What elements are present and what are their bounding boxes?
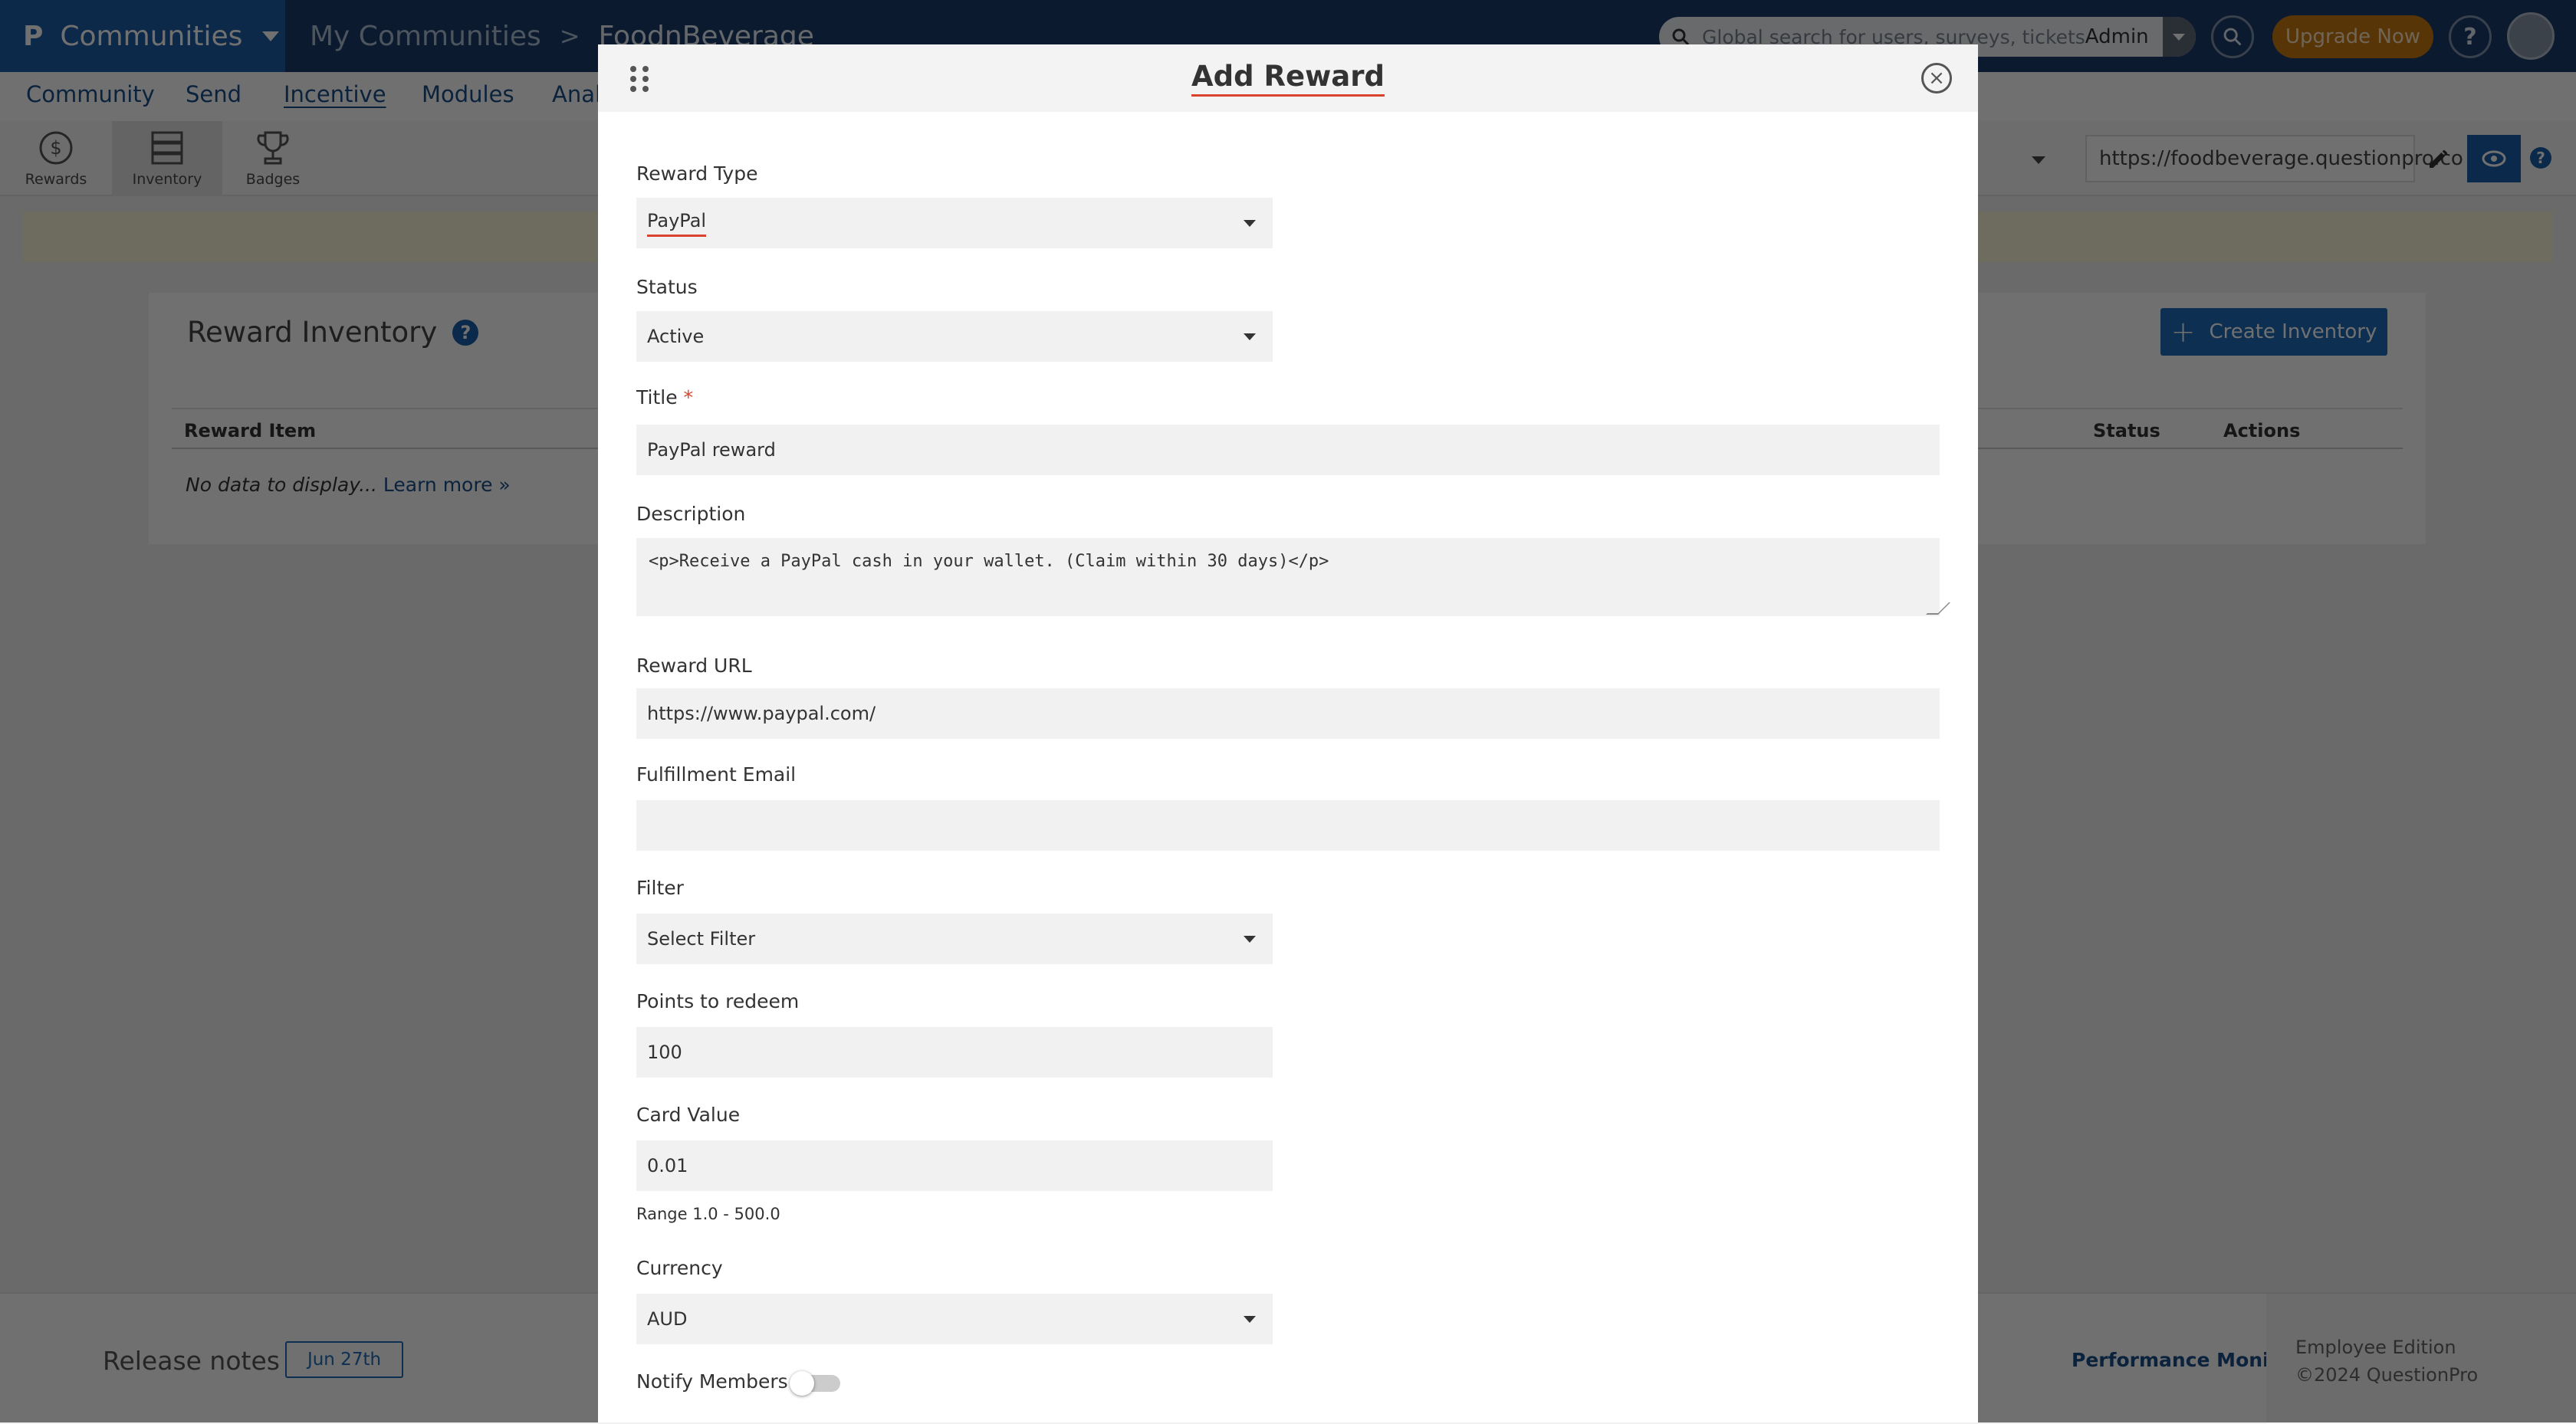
currency-select[interactable] — [636, 1294, 1273, 1344]
fulfillment-email-input[interactable] — [636, 800, 1940, 851]
add-reward-dialog — [598, 44, 1978, 1422]
description-value: <p>Receive a PayPal cash in your wallet. (Claim within 30 days)</p> — [649, 552, 1329, 571]
card-value-input[interactable]: 0.01 — [636, 1140, 1273, 1191]
title-label — [636, 386, 693, 408]
toggle-knob — [790, 1371, 814, 1396]
dialog-title-text: Add Reward — [1191, 60, 1385, 97]
title-label-text: Title — [636, 386, 678, 408]
filter-value: Select Filter — [647, 928, 756, 950]
description-label: Description — [636, 503, 746, 525]
card-value-range: Range 1.0 - 500.0 — [636, 1205, 780, 1223]
currency-label: Currency — [636, 1257, 723, 1279]
currency-value: AUD — [647, 1308, 688, 1330]
status-select[interactable] — [636, 311, 1273, 362]
dialog-title — [598, 60, 1978, 93]
description-textarea[interactable] — [636, 538, 1940, 616]
points-input[interactable]: 100 — [636, 1027, 1273, 1078]
reward-type-value: PayPal — [647, 210, 706, 237]
status-label: Status — [636, 276, 698, 298]
status-value: Active — [647, 326, 705, 347]
points-label: Points to redeem — [636, 990, 800, 1012]
required-mark: * — [683, 386, 694, 408]
title-input[interactable]: PayPal reward — [636, 425, 1940, 475]
notify-members-toggle[interactable] — [793, 1375, 840, 1392]
reward-url-input[interactable]: https://www.paypal.com/ — [636, 688, 1940, 739]
dialog-header — [598, 44, 1978, 112]
filter-select[interactable] — [636, 914, 1273, 964]
reward-type-select[interactable] — [636, 198, 1273, 248]
reward-type-label: Reward Type — [636, 162, 758, 185]
notify-members-label: Notify Members — [636, 1370, 788, 1393]
reward-url-label: Reward URL — [636, 655, 752, 677]
close-icon[interactable]: × — [1921, 63, 1952, 94]
filter-label: Filter — [636, 877, 684, 899]
card-value-label: Card Value — [636, 1104, 741, 1126]
resize-handle-icon[interactable] — [1926, 602, 1950, 615]
fulfillment-email-label: Fulfillment Email — [636, 763, 797, 786]
